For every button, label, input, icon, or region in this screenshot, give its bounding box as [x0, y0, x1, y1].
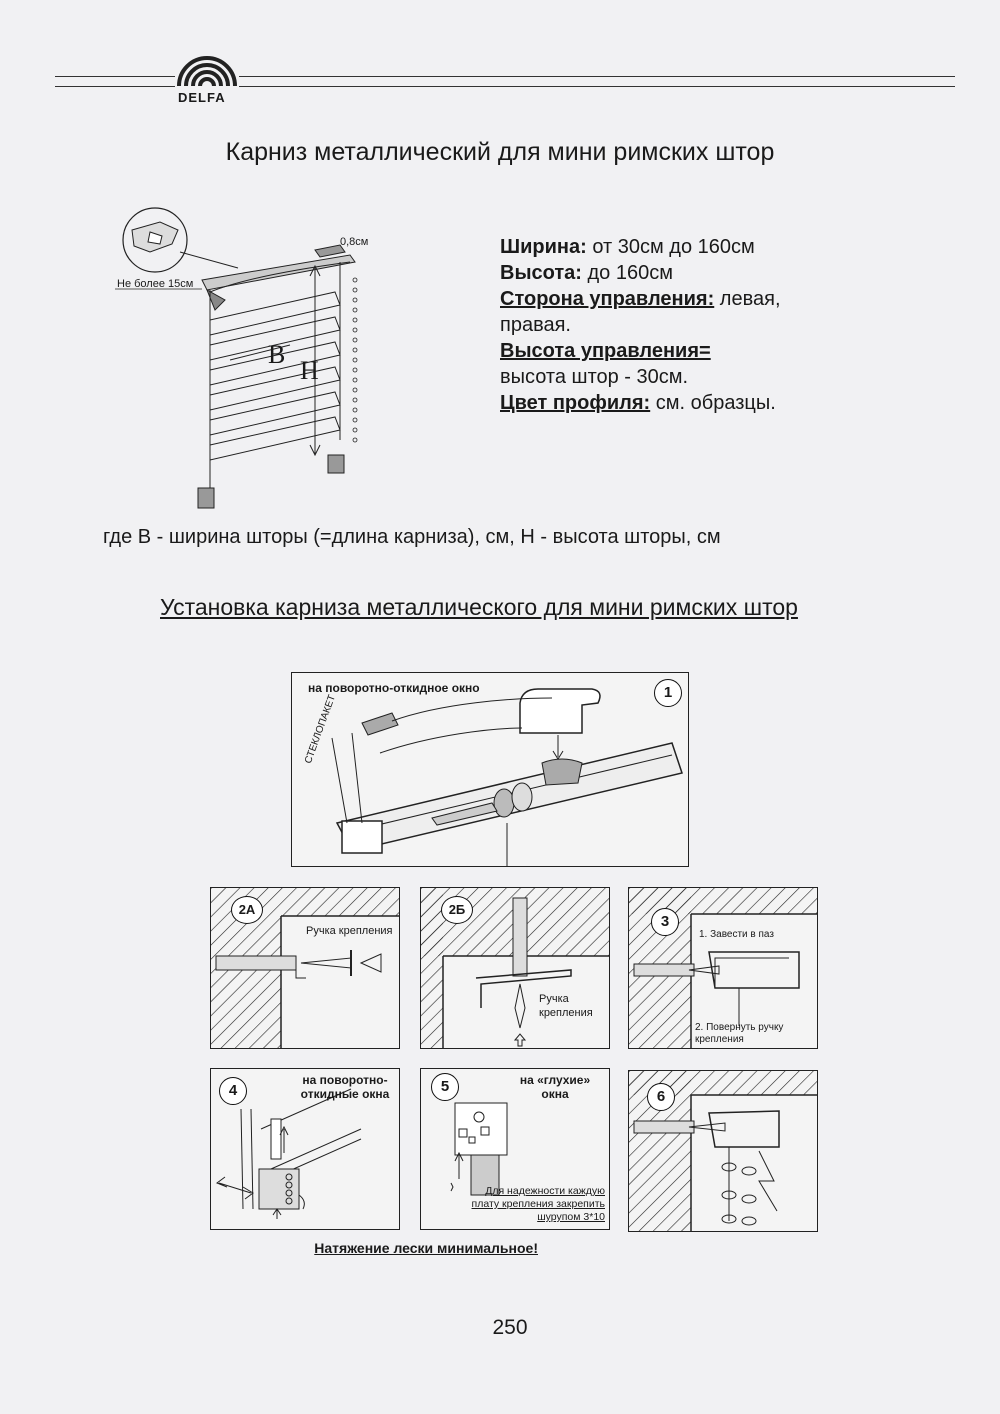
step-2b-number: 2Б	[441, 896, 473, 924]
spec-color-label: Цвет профиля:	[500, 392, 651, 414]
step-3-number: 3	[651, 908, 679, 936]
spec-width-value: от 30см до 160см	[586, 236, 755, 258]
step-1-number: 1	[654, 679, 682, 707]
diagram-label-gap: 0,8см	[340, 236, 369, 248]
brand-name: DELFA	[178, 90, 226, 105]
step-2a-number: 2А	[231, 896, 263, 924]
footnote: Натяжение лески минимальное!	[314, 1240, 538, 1256]
step-5-label: на «глухие» окна	[519, 1073, 591, 1101]
step-2a-panel	[210, 887, 400, 1049]
spec-ctrl-label: Высота управления=	[500, 340, 711, 362]
step-3-label-1: 1. Завести в паз	[699, 929, 774, 940]
product-diagram	[110, 200, 370, 520]
page-number: 250	[492, 1316, 528, 1339]
step-5-panel	[420, 1068, 610, 1230]
step-5-number: 5	[431, 1073, 459, 1101]
step-2a-label: Ручка крепления	[306, 925, 393, 937]
step-4-number: 4	[219, 1077, 247, 1105]
step-3-label-2: 2. Повернуть ручку крепления	[695, 1022, 784, 1045]
step-2b-panel	[420, 887, 610, 1049]
step-2b-label: Ручка крепления	[539, 993, 593, 1019]
step-1-label: на поворотно-откидное окно	[308, 681, 480, 695]
step-5-note: Для надежности каждую плату крепления закрепить шурупом 3*10	[471, 1185, 605, 1223]
spec-color-value: см. образцы.	[650, 392, 776, 414]
step-3-panel	[628, 887, 818, 1049]
diagram-label-height: H	[300, 356, 319, 385]
diagram-label-width: B	[268, 340, 286, 369]
page-title: Карниз металлический для мини римских штор	[225, 138, 775, 166]
step-4-panel	[210, 1068, 400, 1230]
legend-note: где В - ширина шторы (=длина карниза), см, Н - высота шторы, см	[103, 526, 721, 548]
step-6-number: 6	[647, 1083, 675, 1111]
spec-height-value: до 160см	[581, 262, 673, 284]
step-1-glass-label: СТЕКЛОПАКЕТ	[302, 693, 339, 766]
step-4-label: на поворотно-откидные окна	[300, 1073, 390, 1101]
step-6-panel	[628, 1070, 818, 1232]
spec-block	[500, 234, 840, 416]
spec-ctrl-value: высота штор - 30см.	[500, 366, 689, 388]
spec-height-label: Высота:	[500, 262, 582, 284]
step-1-panel	[291, 672, 689, 867]
spec-side-value: левая, правая.	[500, 288, 781, 336]
install-title: Установка карниза металлического для мини римских штор	[160, 594, 798, 620]
spec-side-label: Сторона управления:	[500, 288, 715, 310]
spec-width-label: Ширина:	[500, 236, 587, 258]
diagram-label-max: Не более 15см	[117, 278, 194, 290]
